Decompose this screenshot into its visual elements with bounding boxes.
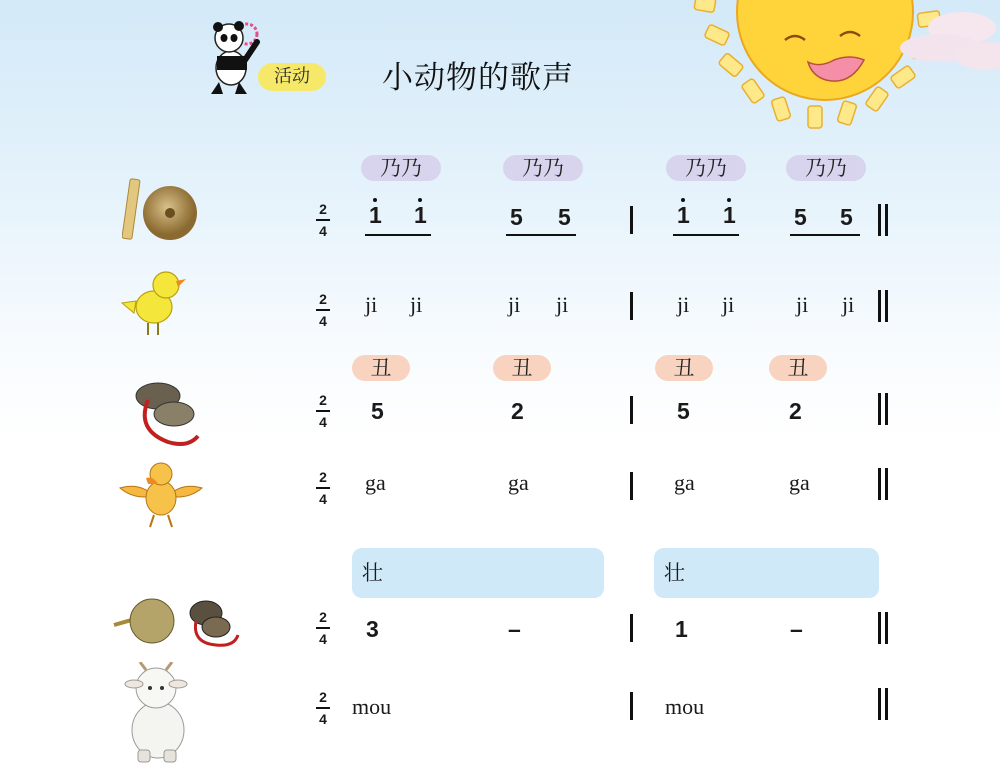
lyric: ga: [508, 470, 529, 495]
beam: [365, 234, 431, 236]
stroke-mark: 丑: [352, 355, 410, 381]
cymbals-pair-icon: [112, 595, 240, 651]
note: 1: [675, 616, 688, 642]
lyric: ji: [842, 292, 855, 317]
note: 1: [723, 202, 736, 228]
lyric: ji: [365, 292, 378, 317]
lyric: mou: [352, 694, 392, 719]
stroke-mark: 乃乃: [503, 155, 583, 181]
stroke-mark: 丑: [493, 355, 551, 381]
chick-icon: [120, 265, 192, 340]
beam: [790, 234, 860, 236]
time-signature: 2 4: [316, 393, 330, 429]
barline: [630, 692, 633, 720]
barline: [630, 614, 633, 642]
stroke-band: 壮: [352, 548, 604, 598]
stroke-mark: 乃乃: [361, 155, 441, 181]
note: 5: [371, 398, 384, 424]
octave-dot: [727, 198, 731, 202]
lyric: mou: [665, 694, 705, 719]
barline: [630, 292, 633, 320]
note: 1: [414, 202, 427, 228]
time-signature: 2 4: [316, 470, 330, 506]
barline: [630, 472, 633, 500]
sun-icon: [690, 0, 1000, 135]
note: 5: [794, 204, 807, 230]
stroke-mark: 丑: [769, 355, 827, 381]
lyric: ji: [677, 292, 690, 317]
final-barline: [878, 204, 888, 236]
stroke-mark: 丑: [655, 355, 713, 381]
duck-icon: [116, 460, 206, 530]
note: 1: [677, 202, 690, 228]
cymbal-icon: [122, 175, 202, 245]
final-barline: [878, 612, 888, 644]
octave-dot: [681, 198, 685, 202]
lyric: ji: [556, 292, 569, 317]
stroke-band: 壮: [654, 548, 879, 598]
barline: [630, 206, 633, 234]
note: 5: [677, 398, 690, 424]
barline: [630, 396, 633, 424]
final-barline: [878, 393, 888, 425]
lyric: ji: [508, 292, 521, 317]
lyric: ga: [674, 470, 695, 495]
page-title: 小动物的歌声: [382, 60, 574, 96]
time-signature: 2 4: [316, 292, 330, 328]
activity-badge: 活动: [258, 63, 326, 91]
final-barline: [878, 468, 888, 500]
lyric: ga: [789, 470, 810, 495]
time-signature: 2 4: [316, 610, 330, 646]
note: 1: [369, 202, 382, 228]
note: –: [508, 616, 521, 642]
note: 5: [840, 204, 853, 230]
octave-dot: [418, 198, 422, 202]
time-signature: 2 4: [316, 202, 330, 238]
note: 5: [510, 204, 523, 230]
note: –: [790, 616, 803, 642]
lyric: ga: [365, 470, 386, 495]
note: 2: [511, 398, 524, 424]
beam: [673, 234, 739, 236]
stroke-mark: 乃乃: [666, 155, 746, 181]
stroke-mark: 乃乃: [786, 155, 866, 181]
final-barline: [878, 688, 888, 720]
goat-icon: [120, 662, 195, 767]
note: 3: [366, 616, 379, 642]
time-signature: 2 4: [316, 690, 330, 726]
lyric: ji: [410, 292, 423, 317]
final-barline: [878, 290, 888, 322]
beam: [506, 234, 576, 236]
note: 5: [558, 204, 571, 230]
small-cymbals-icon: [128, 370, 203, 448]
octave-dot: [373, 198, 377, 202]
lyric: ji: [796, 292, 809, 317]
note: 2: [789, 398, 802, 424]
lyric: ji: [722, 292, 735, 317]
